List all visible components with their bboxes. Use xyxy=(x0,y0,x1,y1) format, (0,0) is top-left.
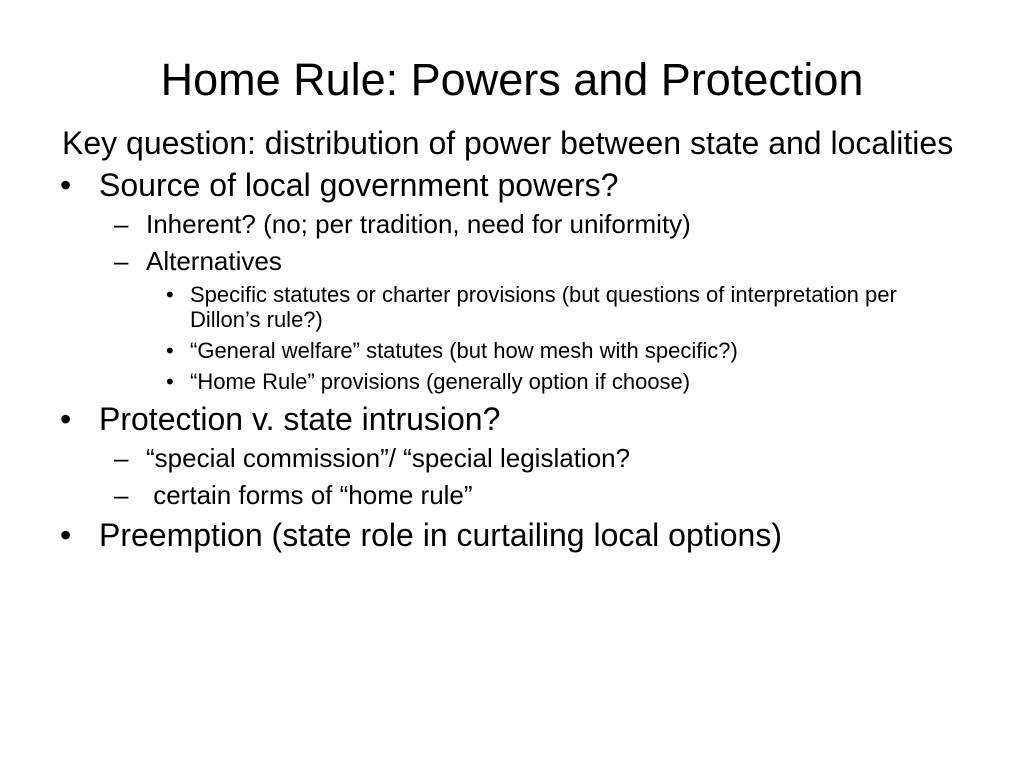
bullet-marker: • xyxy=(60,517,72,553)
dash-marker: – xyxy=(114,480,129,510)
subsubitem-home-rule-provisions xyxy=(62,369,982,394)
dash-marker: – xyxy=(114,209,129,239)
slide-body xyxy=(62,118,982,552)
subitem-alternatives xyxy=(62,246,982,276)
dash-marker: – xyxy=(114,443,129,473)
bullet-marker: • xyxy=(166,338,174,363)
subitem-text: Inherent? (no; per tradition, need for uniformity) xyxy=(146,209,691,239)
intro-text: Key question: distribution of power between state and localities xyxy=(62,125,954,161)
subitem-text: Alternatives xyxy=(146,246,282,276)
bullet-text: Source of local government powers? xyxy=(99,167,619,203)
subitem-text: certain forms of “home rule” xyxy=(146,480,473,510)
bullet-marker: • xyxy=(166,369,174,394)
bullet-marker: • xyxy=(60,167,72,203)
bullet-protection xyxy=(62,402,982,436)
subitem-special-commission xyxy=(62,443,982,473)
slide-title: Home Rule: Powers and Protection xyxy=(160,54,864,105)
subsubitem-text: “Home Rule” provisions (generally option if choose) xyxy=(190,369,691,394)
subsubitem-general-welfare xyxy=(62,338,982,363)
subitem-text: “special commission”/ “special legislation? xyxy=(146,443,631,473)
dash-marker: – xyxy=(114,246,129,276)
bullet-marker: • xyxy=(166,282,174,307)
bullet-marker: • xyxy=(60,401,72,437)
subsubitem-text: “General welfare” statutes (but how mesh with specific?) xyxy=(190,338,738,363)
bullet-text: Preemption (state role in curtailing local options) xyxy=(99,517,782,553)
bullet-source-of-powers xyxy=(62,168,982,202)
subsubitem-text: Specific statutes or charter provisions (but questions of interpretation per Dillon’s rule?) xyxy=(190,282,897,332)
subitem-inherent xyxy=(62,209,982,239)
bullet-text: Protection v. state intrusion? xyxy=(99,401,501,437)
bullet-preemption xyxy=(62,518,982,552)
subsubitem-specific-statutes xyxy=(62,282,982,332)
subitem-certain-forms xyxy=(62,480,982,510)
